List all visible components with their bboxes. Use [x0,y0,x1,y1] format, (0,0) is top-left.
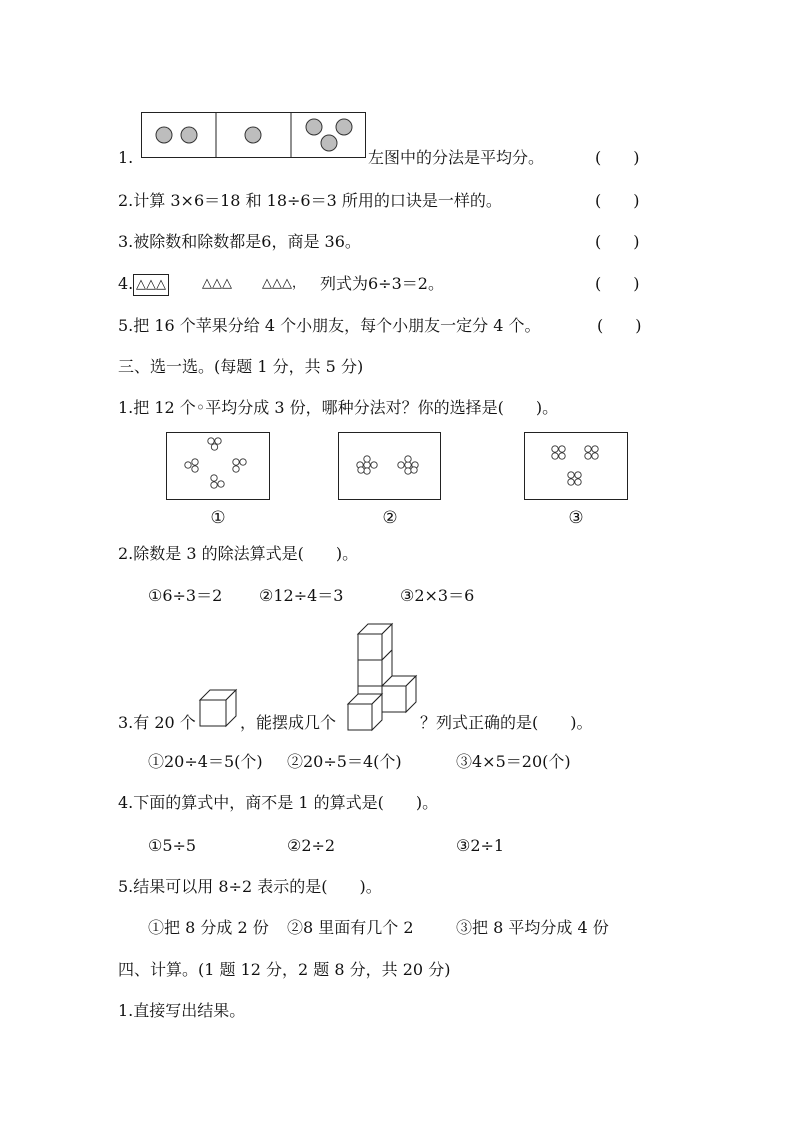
judge-q1-figure [141,112,366,158]
judge-q4-text: 列式为6÷3＝2。 [320,274,444,293]
judge-q1-number: 1. [118,148,134,167]
option-figure-2 [338,432,441,500]
choice-q3-option-2[interactable]: ②20÷5＝4(个) [287,752,402,771]
choice-q4-text: 4.下面的算式中，商不是 1 的算式是( )。 [118,793,439,812]
triangle-group: △△△， [262,276,305,291]
choice-q4-option-1[interactable]: ①5÷5 [148,836,197,855]
judge-q2-text: 2.计算 3×6＝18 和 18÷6＝3 所用的口诀是一样的。 [118,191,502,210]
option-caption-2: ② [382,508,398,528]
triangle-group: △△△ [202,276,232,291]
option-caption-1: ① [210,508,226,528]
choice-q3-text-a: 3.有 20 个 [118,713,196,732]
triangle-group-boxed: △△△ [133,274,169,296]
answer-paren[interactable]: ( ) [595,232,640,251]
choice-q3-option-3[interactable]: ③4×5＝20(个) [456,752,571,771]
choice-q3-text-b: ，能摆成几个 [240,713,337,732]
choice-q2-text: 2.除数是 3 的除法算式是( )。 [118,544,359,563]
choice-q5-option-1[interactable]: ①把 8 分成 2 份 [148,918,269,937]
calc-q1-text: 1.直接写出结果。 [118,1001,246,1020]
cube-stack-figure [346,622,418,730]
choice-q2-option-2[interactable]: ②12÷4＝3 [259,586,344,605]
choice-q3-text-c: ？列式正确的是( )。 [420,713,593,732]
judge-q1-text: 左图中的分法是平均分。 [368,148,545,167]
answer-paren[interactable]: ( ) [595,274,640,293]
choice-q2-option-3[interactable]: ③2×3＝6 [400,586,475,605]
choice-q1-text: 1.把 12 个◦平均分成 3 份，哪种分法对？你的选择是( )。 [118,398,559,417]
choice-q5-option-3[interactable]: ③把 8 平均分成 4 份 [456,918,609,937]
option-figure-1 [166,432,270,500]
section-3-title: 三、选一选。(每题 1 分，共 5 分) [118,357,364,376]
answer-paren[interactable]: ( ) [595,191,640,210]
judge-q3-text: 3.被除数和除数都是6，商是 36。 [118,232,361,251]
choice-q5-text: 5.结果可以用 8÷2 表示的是( )。 [118,877,382,896]
section-4-title: 四、计算。(1 题 12 分，2 题 8 分，共 20 分) [118,960,451,979]
answer-paren[interactable]: ( ) [595,148,640,167]
option-caption-3: ③ [568,508,584,528]
cube-icon [198,688,238,730]
choice-q5-option-2[interactable]: ②8 里面有几个 2 [287,918,414,937]
choice-q3-option-1[interactable]: ①20÷4＝5(个) [148,752,263,771]
answer-paren[interactable]: ( ) [597,316,642,335]
judge-q5-text: 5.把 16 个苹果分给 4 个小朋友，每个小朋友一定分 4 个。 [118,316,541,335]
choice-q2-option-1[interactable]: ①6÷3＝2 [148,586,223,605]
choice-q4-option-2[interactable]: ②2÷2 [287,836,336,855]
choice-q4-option-3[interactable]: ③2÷1 [456,836,505,855]
judge-q4-number: 4. [118,274,134,293]
option-figure-3 [524,432,628,500]
